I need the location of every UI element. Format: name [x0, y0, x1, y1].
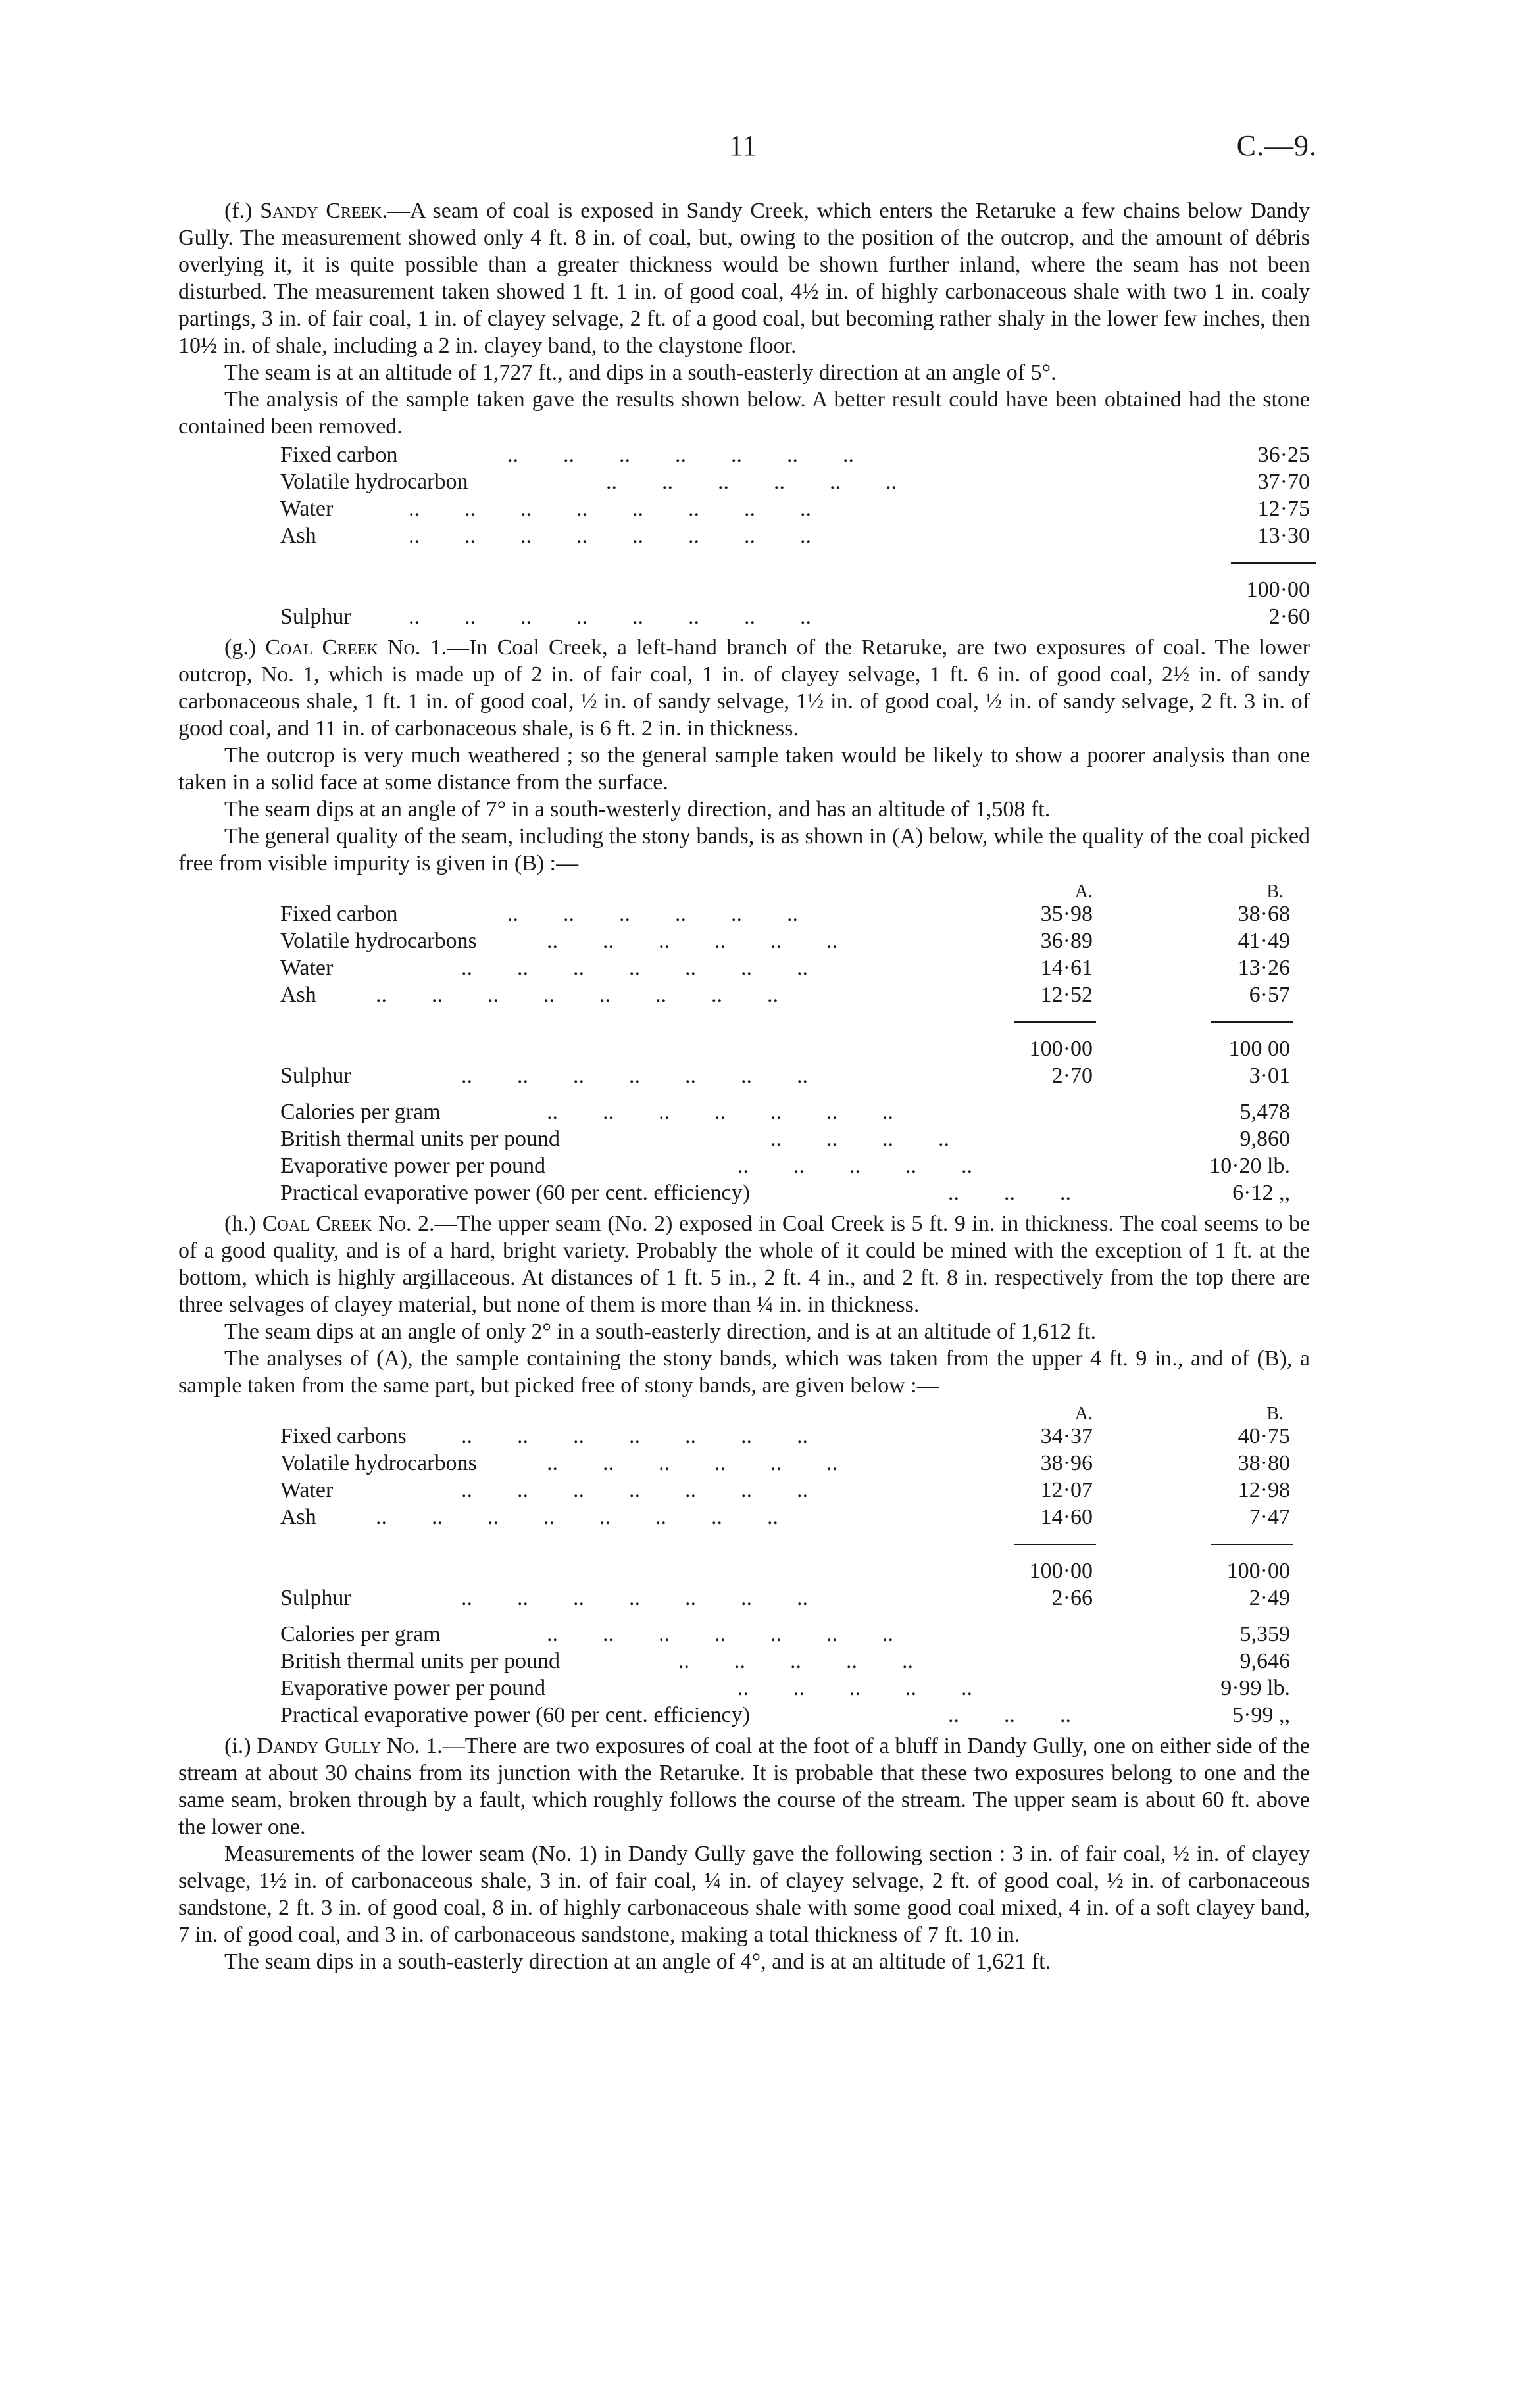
leader-dots: .. .. .. .. .. .. .. [547, 1100, 893, 1124]
total-b: 100·00 [1226, 1559, 1290, 1583]
leader-dots: .. .. .. .. .. .. [547, 929, 837, 953]
value-b: 3·01 [1249, 1064, 1290, 1088]
leader-dots: .. .. .. .. .. .. [606, 470, 897, 494]
section-h-paragraph [178, 1210, 1310, 1318]
column-a-header: A. [1074, 881, 1093, 902]
table-row [178, 1450, 1310, 1477]
row-label: Sulphur [280, 1064, 351, 1088]
row-label: Water [280, 956, 334, 980]
sulphur-row [178, 1062, 1310, 1089]
total-rule-row [178, 1008, 1310, 1035]
section-f-analysis-intro: The analysis of the sample taken gave the results shown below. A better result could have been obtained had the stone contained been removed. [178, 387, 1310, 439]
row-label: Fixed carbon [280, 443, 398, 467]
total-row [178, 1035, 1310, 1062]
row-label: Water [280, 1478, 334, 1502]
leader-dots: .. .. .. .. .. .. [507, 902, 798, 926]
total-a: 100·00 [1029, 1559, 1093, 1583]
leader-dots: .. .. .. .. [770, 1127, 949, 1151]
page-header [0, 129, 1523, 168]
value-a: 14·61 [1040, 956, 1093, 980]
leader-dots: .. .. .. .. .. .. .. [507, 443, 854, 467]
total-rule-b [1211, 1021, 1293, 1023]
table-row [178, 1423, 1310, 1450]
value-a: 14·60 [1040, 1505, 1093, 1529]
leader-dots: .. .. .. [948, 1703, 1071, 1727]
value-b: 9·99 lb. [1220, 1676, 1290, 1700]
table-row [178, 1152, 1310, 1179]
section-f-title: Sandy Creek. [260, 199, 388, 223]
leader-dots: .. .. .. .. .. .. .. [547, 1622, 893, 1646]
row-value: 13·30 [1257, 524, 1310, 548]
row-label: Sulphur [280, 1586, 351, 1610]
table-row [178, 1125, 1310, 1152]
section-h-dip: The seam dips at an angle of only 2° in a south-easterly direction, and is at an altitude of 1,612 ft. [224, 1319, 1097, 1344]
leader-dots: .. .. .. .. .. .. .. .. [409, 524, 811, 548]
section-h-text: —The upper seam (No. 2) exposed in Coal Creek is 5 ft. 9 in. in thickness. The coal seems to be of a good quality, and is of a hard, bright variety. Probably the whole of it could be mined with the exception of 1 ft. at the bottom, which is highly argillaceous. At distances of 1 ft. 5 in., 2 ft. 4 in., and 2 ft. 8 in. respectively from the top there are three selvages of clayey material, but none of them is more than ¼ in. in thickness. [178, 1212, 1310, 1317]
table-row [178, 1098, 1310, 1125]
sulphur-row [178, 603, 1310, 630]
section-i-dip: The seam dips in a south-easterly direction at an angle of 4°, and is at an altitude of 1,621 ft. [224, 1950, 1051, 1974]
value-a: 2·66 [1051, 1586, 1093, 1610]
value-b: 6·57 [1249, 983, 1290, 1007]
table-row [178, 1477, 1310, 1504]
section-g-weathering: The outcrop is very much weathered ; so the general sample taken would be likely to show a poorer analysis than one taken in a solid face at some distance from the surface. [178, 743, 1310, 795]
value-b: 12·98 [1237, 1478, 1290, 1502]
leader-dots: .. .. .. .. .. .. .. .. [376, 1505, 778, 1529]
section-g-dip: The seam dips at an angle of 7° in a south-westerly direction, and has an altitude of 1,508 ft. [224, 797, 1051, 822]
table-row [178, 1648, 1310, 1675]
value-b: 7·47 [1249, 1505, 1290, 1529]
table-row [178, 1179, 1310, 1206]
section-h-analysis-intro: The analyses of (A), the sample containing the stony bands, which was taken from the upper 4 ft. 9 in., and of (B), a sample taken from the same part, but picked free of stony bands, are given below :— [178, 1346, 1310, 1398]
value-b: 5,359 [1239, 1622, 1290, 1646]
table-row [178, 927, 1310, 954]
column-b-header: B. [1266, 881, 1284, 902]
section-h-analysis-table [178, 1400, 1310, 1729]
row-label: Practical evaporative power (60 per cent. efficiency) [280, 1703, 750, 1727]
row-label: Fixed carbon [280, 902, 398, 926]
section-g-label: (g.) [224, 635, 257, 660]
leader-dots: .. .. .. .. .. .. .. [461, 956, 808, 980]
column-header-row [178, 878, 1310, 900]
row-label: Volatile hydrocarbons [280, 1451, 477, 1475]
column-header-row [178, 1400, 1310, 1423]
value-a: 34·37 [1040, 1424, 1093, 1448]
spacer [178, 1089, 1310, 1098]
leader-dots: .. .. .. .. .. [737, 1154, 972, 1178]
value-a: 12·52 [1040, 983, 1093, 1007]
column-b-header: B. [1266, 1404, 1284, 1424]
value-a: 2·70 [1051, 1064, 1093, 1088]
section-f-altitude: The seam is at an altitude of 1,727 ft., and dips in a south-easterly direction at an angle of 5°. [224, 360, 1057, 385]
section-g-text: —In Coal Creek, a left-hand branch of the Retaruke, are two exposures of coal. The lower outcrop, No. 1, which is made up of 2 in. of fair coal, 1 in. of clayey selvage, 1 ft. 6 in. of good coal, 2½ in. of sandy carbonaceous shale, 1 ft. 1 in. of good coal, ½ in. of sandy selvage, 1½ in. of good coal, ½ in. of sandy selvage, 2 ft. 3 in. of good coal, and 11 in. of carbonaceous shale, is 6 ft. 2 in. in thickness. [178, 635, 1310, 741]
value-b: 38·68 [1237, 902, 1290, 926]
spacer [178, 1611, 1310, 1621]
value-b: 38·80 [1237, 1451, 1290, 1475]
leader-dots: .. .. .. .. .. .. .. [461, 1586, 808, 1610]
value-b: 41·49 [1237, 929, 1290, 953]
total-rule-row [178, 549, 1310, 576]
total-a: 100·00 [1029, 1037, 1093, 1061]
section-g-analysis-table [178, 878, 1310, 1206]
row-label: Evaporative power per pound [280, 1676, 546, 1700]
value-b: 2·49 [1249, 1586, 1290, 1610]
leader-dots: .. .. .. .. .. [737, 1676, 972, 1700]
section-i-text: —There are two exposures of coal at the foot of a bluff in Dandy Gully, one on either side of the stream at about 30 chains from its junction with the Retaruke. It is probable that these two exposures belong to one and the same seam, broken through by a fault, which roughly follows the course of the stream. The upper seam is about 60 ft. above the lower one. [178, 1734, 1310, 1839]
page-body [178, 197, 1310, 1975]
row-value: 36·25 [1257, 443, 1310, 467]
table-row [178, 900, 1310, 927]
section-i-title: Dandy Gully No. 1. [257, 1734, 443, 1758]
total-b: 100 00 [1228, 1037, 1290, 1061]
value-a: 38·96 [1040, 1451, 1093, 1475]
row-value: 37·70 [1257, 470, 1310, 494]
leader-dots: .. .. .. .. .. .. .. .. [376, 983, 778, 1007]
table-row [178, 495, 1310, 522]
row-value: 2·60 [1268, 604, 1310, 629]
table-row [178, 1504, 1310, 1531]
value-b: 5,478 [1239, 1100, 1290, 1124]
value-b: 13·26 [1237, 956, 1290, 980]
leader-dots: .. .. .. .. .. .. .. [461, 1064, 808, 1088]
row-label: Ash [280, 1505, 316, 1529]
value-a: 12·07 [1040, 1478, 1093, 1502]
table-row [178, 468, 1310, 495]
table-row [178, 1621, 1310, 1648]
total-value: 100·00 [1246, 577, 1310, 602]
row-label: Fixed carbons [280, 1424, 407, 1448]
total-rule-row [178, 1531, 1310, 1558]
row-label: Ash [280, 983, 316, 1007]
section-g-title: Coal Creek No. 1. [265, 635, 447, 660]
total-row [178, 576, 1310, 603]
row-label: Water [280, 497, 334, 521]
leader-dots: .. .. .. .. .. .. [547, 1451, 837, 1475]
leader-dots: .. .. .. .. .. .. .. .. [409, 497, 811, 521]
table-row [178, 1702, 1310, 1729]
row-label: British thermal units per pound [280, 1127, 560, 1151]
leader-dots: .. .. .. .. .. [678, 1649, 913, 1673]
table-row [178, 1675, 1310, 1702]
total-rule-a [1014, 1021, 1096, 1023]
leader-dots: .. .. .. .. .. .. .. [461, 1478, 808, 1502]
leader-dots: .. .. .. .. .. .. .. [461, 1424, 808, 1448]
table-row [178, 981, 1310, 1008]
row-label: Calories per gram [280, 1100, 441, 1124]
section-i-paragraph [178, 1732, 1310, 1840]
value-b: 6·12 ,, [1232, 1181, 1290, 1205]
page-number: 11 [729, 130, 757, 162]
row-label: Calories per gram [280, 1622, 441, 1646]
row-value: 12·75 [1257, 497, 1310, 521]
value-a: 35·98 [1040, 902, 1093, 926]
total-rule-b [1211, 1544, 1293, 1545]
report-reference: C.—9. [1236, 130, 1317, 162]
section-i-label: (i.) [224, 1734, 251, 1758]
total-rule-a [1014, 1544, 1096, 1545]
leader-dots: .. .. .. [948, 1181, 1071, 1205]
row-label: Evaporative power per pound [280, 1154, 546, 1178]
value-b: 5·99 ,, [1232, 1703, 1290, 1727]
section-f-analysis-table [178, 441, 1310, 630]
row-label: British thermal units per pound [280, 1649, 560, 1673]
row-label: Sulphur [280, 604, 351, 629]
table-row [178, 954, 1310, 981]
column-a-header: A. [1074, 1404, 1093, 1424]
value-b: 9,860 [1239, 1127, 1290, 1151]
row-label: Volatile hydrocarbon [280, 470, 468, 494]
section-g-analysis-intro: The general quality of the seam, including the stony bands, is as shown in (A) below, while the quality of the coal picked free from visible impurity is given in (B) :— [178, 824, 1310, 875]
value-b: 40·75 [1237, 1424, 1290, 1448]
value-b: 9,646 [1239, 1649, 1290, 1673]
total-rule [1231, 562, 1316, 564]
table-row [178, 522, 1310, 549]
value-b: 10·20 lb. [1209, 1154, 1290, 1178]
section-f-paragraph [178, 197, 1310, 359]
section-f-text: —A seam of coal is exposed in Sandy Creek, which enters the Retaruke a few chains below Dandy Gully. The measurement showed only 4 ft. 8 in. of coal, but, owing to the position of the outcrop, and the amount of débris overlying it, it is quite possible than a greater thickness would be shown further inland, where the seam has not been disturbed. The measurement taken showed 1 ft. 1 in. of good coal, 4½ in. of highly carbonaceous shale with two 1 in. coaly partings, 3 in. of fair coal, 1 in. of clayey selvage, 2 ft. of a good coal, but becoming rather shaly in the lower few inches, then 10½ in. of shale, including a 2 in. clayey band, to the claystone floor. [178, 199, 1311, 358]
row-label: Practical evaporative power (60 per cent. efficiency) [280, 1181, 750, 1205]
total-row [178, 1558, 1310, 1585]
sulphur-row [178, 1585, 1310, 1611]
section-h-label: (h.) [224, 1212, 257, 1236]
section-f-label: (f.) [224, 199, 253, 223]
section-h-title: Coal Creek No. 2. [262, 1212, 435, 1236]
section-i-measurements: Measurements of the lower seam (No. 1) in Dandy Gully gave the following section : 3 in. of fair coal, ½ in. of clayey selvage, 1½ in. of carbonaceous shale, 3 in. of fair coal, ¼ in. of clayey selvage, 2 ft. of good coal, ½ in. of carbonaceous sandstone, 2 ft. 3 in. of good coal, 8 in. of highly carbonaceous shale with some good coal mixed, 4 in. of a soft clayey band, 7 in. of good coal, and 3 in. of carbonaceous sandstone, making a total thickness of 7 ft. 10 in. [178, 1842, 1310, 1947]
row-label: Volatile hydrocarbons [280, 929, 477, 953]
table-row [178, 441, 1310, 468]
leader-dots: .. .. .. .. .. .. .. .. [409, 604, 811, 629]
row-label: Ash [280, 524, 316, 548]
section-g-paragraph [178, 634, 1310, 742]
value-a: 36·89 [1040, 929, 1093, 953]
